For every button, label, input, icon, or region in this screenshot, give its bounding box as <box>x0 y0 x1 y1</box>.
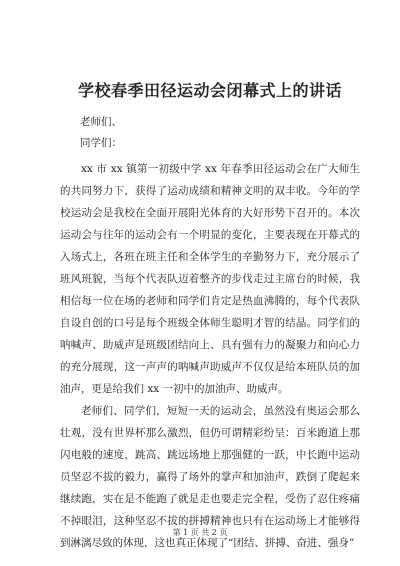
page-number-footer: 第 1 页 共 2 页 <box>172 528 228 537</box>
salutation-teachers: 老师们、 <box>80 116 122 128</box>
body-paragraph-2: 老师们、同学们，短短一天的运动会，虽然没有奥运会那么壮观，没有世界杯那么激烈，但仍可谓精彩纷呈：百米跑道上那闪电般的速度，跳高、跳远场地上那强健的一跃，中长跑中运动员坚忍不拔的毅力，赢得了场外的掌声和加油声，跌倒了爬起来继续跑，实在是不能跑了就是走也要走完全程，受伤了忍住疼痛不掉眼泪，这种坚忍不拔的拼搏精神也只有在运动场上才能够得到淋漓尽致的体现，这也真正体现了“团结、拼搏、奋进、强身” <box>60 405 360 549</box>
document-title: 学校春季田径运动会闭幕式上的讲话 <box>77 81 342 100</box>
salutation-students: 同学们： <box>80 137 122 149</box>
body-paragraph-1: xx 市 xx 镇第一初级中学 xx 年春季田径运动会在广大师生的共同努力下，获得了运动成绩和精神文明的双丰收。今年的学校运动会是我校在全面开展阳光体育的大好形势下召开的。本次运动会与往年的运动会有一个明显的变化，主要表现在开幕式的入场式上，各班在班主任和全体学生的辛勤努力下，充分展示了班风班貌，当每个代表队迈着整齐的步伐走过主席台的时候，我相信每一位在场的老师和同学们肯定是热血沸腾的，每个代表队自设自创的口号是每个班级全体师生聪明才智的结晶。同学们的呐喊声、助威声是班级团结向上、具有强有力的凝聚力和向心力的充分展现，这一声声的呐喊声助威声不仅仅是给本班队员的加油声，更是给我们 xx 一初中的加油声、助威声。 <box>60 163 360 395</box>
